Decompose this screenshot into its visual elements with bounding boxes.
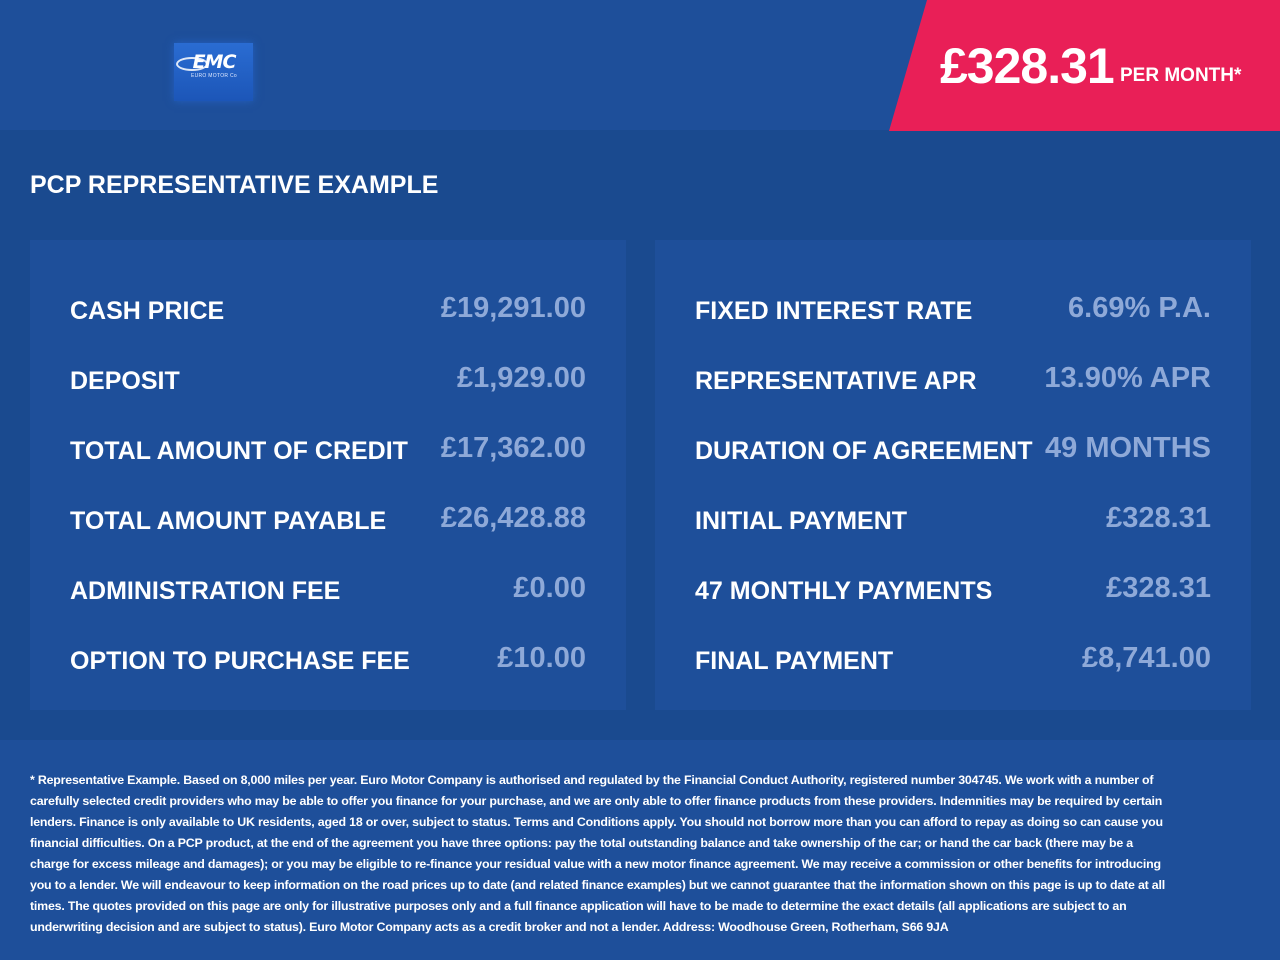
finance-value: £1,929.00 bbox=[456, 362, 586, 394]
finance-row bbox=[695, 358, 1211, 398]
finance-row bbox=[695, 498, 1211, 538]
finance-row bbox=[70, 568, 586, 608]
finance-value: 6.69% P.A. bbox=[1068, 292, 1211, 324]
finance-label: 47 MONTHLY PAYMENTS bbox=[695, 577, 993, 605]
finance-label: FINAL PAYMENT bbox=[695, 647, 894, 675]
brand-logo[interactable] bbox=[174, 43, 253, 101]
section-title: PCP REPRESENTATIVE EXAMPLE bbox=[30, 171, 439, 199]
finance-value: £8,741.00 bbox=[1081, 642, 1211, 674]
finance-label: FIXED INTEREST RATE bbox=[695, 297, 973, 325]
finance-label: DEPOSIT bbox=[70, 367, 180, 395]
logo-subtext: EURO MOTOR Co bbox=[190, 73, 238, 79]
finance-row bbox=[70, 498, 586, 538]
finance-value: £328.31 bbox=[1106, 502, 1211, 534]
finance-row bbox=[70, 288, 586, 328]
finance-value: £10.00 bbox=[497, 642, 586, 674]
finance-row bbox=[695, 288, 1211, 328]
finance-row bbox=[70, 428, 586, 468]
finance-row bbox=[70, 358, 586, 398]
monthly-price: £328.31 bbox=[940, 38, 1114, 94]
logo-text: EMC bbox=[192, 51, 236, 73]
finance-row bbox=[70, 638, 586, 678]
finance-label: REPRESENTATIVE APR bbox=[695, 367, 977, 395]
finance-label: INITIAL PAYMENT bbox=[695, 507, 908, 535]
finance-row bbox=[695, 638, 1211, 678]
disclaimer-text: * Representative Example. Based on 8,000 miles per year. Euro Motor Company is authorised and regulated by the Financial Conduct Authority, registered number 304745. We work with a number of carefully selected credit providers who may be able to offer you finance for your purchase, and we are only able to offer finance products from these providers. Indemnities may be required by certain lenders. Finance is only available to UK residents, aged 18 or over, subject to status. Terms and Conditions apply. You should not borrow more than you can afford to repay as doing so can cause you financial difficulties. On a PCP product, at the end of the agreement you have three options: pay the total outstanding balance and take ownership of the car; or hand the car back (there may be a charge for excess mileage and damages); or you may be eligible to re-finance your residual value with a new motor finance agreement. We may receive a commission or other benefits for introducing you to a lender. We will endeavour to keep information on the road prices up to date (and related finance examples) but we cannot guarantee that the information shown on this page is up to date at all times. The quotes provided on this page are only for illustrative purposes only and a full finance application will have to be made to determine the exact details (all applications are subject to an underwriting decision and are subject to status). Euro Motor Company acts as a credit broker and not a lender. Address: Woodhouse Green, Rotherham, S66 9JA bbox=[30, 773, 1165, 934]
finance-row bbox=[695, 568, 1211, 608]
price-suffix: PER MONTH* bbox=[1120, 65, 1242, 86]
footer bbox=[0, 740, 1280, 960]
finance-panel-right bbox=[655, 240, 1251, 710]
finance-value: £17,362.00 bbox=[440, 432, 586, 464]
finance-label: OPTION TO PURCHASE FEE bbox=[70, 647, 410, 675]
finance-label: DURATION OF AGREEMENT bbox=[695, 437, 1033, 465]
finance-value: £0.00 bbox=[513, 572, 586, 604]
finance-panel-left bbox=[30, 240, 626, 710]
finance-value: 13.90% APR bbox=[1044, 362, 1211, 394]
finance-label: TOTAL AMOUNT PAYABLE bbox=[70, 507, 387, 535]
finance-value: £19,291.00 bbox=[440, 292, 586, 324]
finance-value: 49 MONTHS bbox=[1045, 432, 1211, 464]
finance-value: £26,428.88 bbox=[440, 502, 586, 534]
finance-label: CASH PRICE bbox=[70, 297, 225, 325]
finance-row bbox=[695, 428, 1211, 468]
finance-label: ADMINISTRATION FEE bbox=[70, 577, 341, 605]
finance-label: TOTAL AMOUNT OF CREDIT bbox=[70, 437, 408, 465]
finance-value: £328.31 bbox=[1106, 572, 1211, 604]
